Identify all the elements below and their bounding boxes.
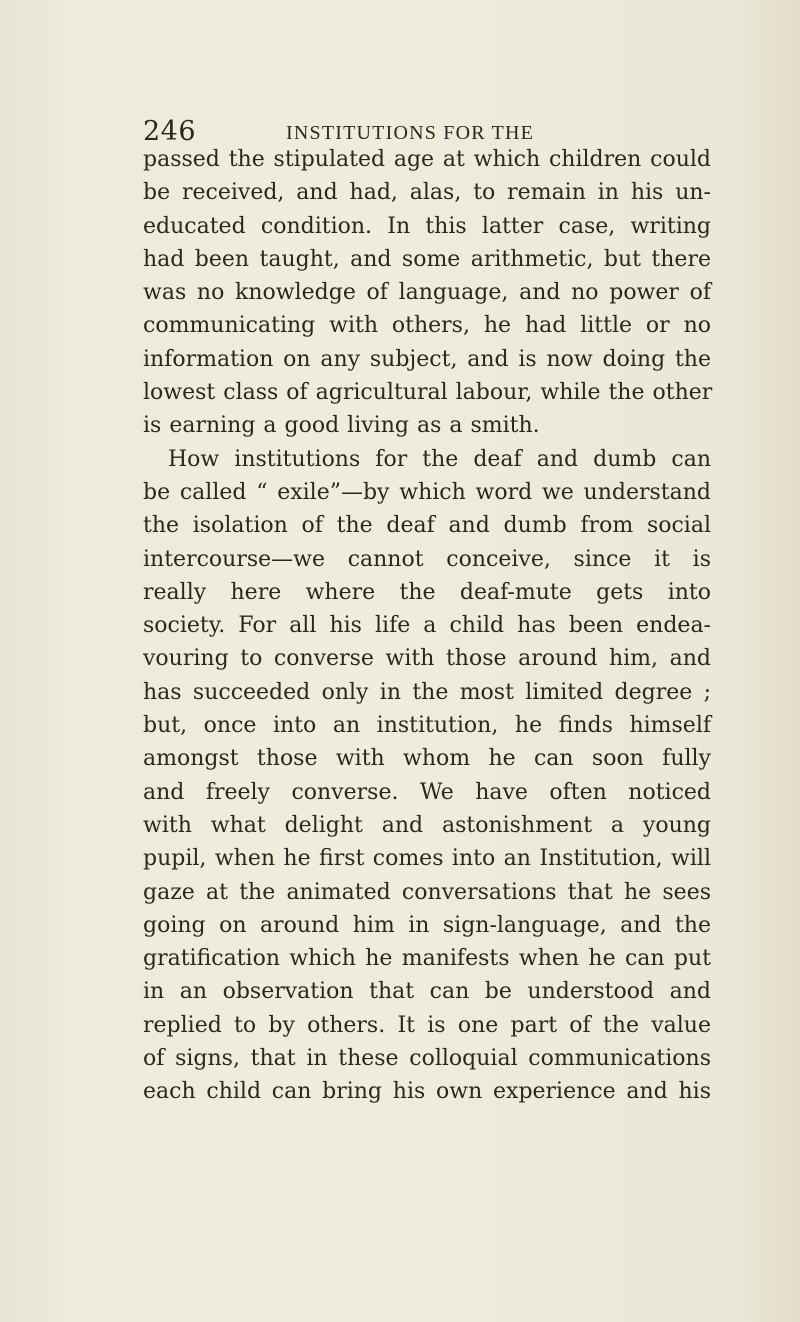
- text-line: with what delight and astonishment a young: [143, 812, 711, 838]
- text-line: gratification which he manifests when he can put: [143, 946, 711, 972]
- text-line: of signs, that in these colloquial communications: [143, 1046, 711, 1072]
- text-line: really here where the deaf-mute gets into: [143, 579, 711, 605]
- text-line: has succeeded only in the most limited degree ;: [143, 679, 711, 705]
- text-line: passed the stipulated age at which children could: [143, 147, 711, 172]
- text-line: information on any subject, and is now doing the: [143, 346, 711, 372]
- text-line: was no knowledge of language, and no power of: [143, 280, 711, 306]
- text-line: pupil, when he first comes into an Institution, will: [143, 846, 711, 872]
- body-text: [143, 143, 711, 1109]
- text-line: and freely converse. We have often noticed: [143, 779, 711, 805]
- text-line: How institutions for the deaf and dumb can: [168, 446, 711, 472]
- text-line: be received, and had, alas, to remain in his un-: [143, 180, 711, 206]
- text-line: lowest class of agricultural labour, while the other: [143, 380, 713, 406]
- text-line: amongst those with whom he can soon fully: [143, 746, 711, 772]
- text-line: in an observation that can be understood and: [143, 979, 711, 1005]
- text-line: society. For all his life a child has been endea-: [143, 613, 711, 639]
- text-line: had been taught, and some arithmetic, but there: [143, 246, 711, 272]
- text-line: but, once into an institution, he finds himself: [143, 713, 711, 739]
- text-line: gaze at the animated conversations that he sees: [143, 879, 711, 905]
- text-line: replied to by others. It is one part of the value: [143, 1012, 711, 1038]
- text-line: vouring to converse with those around him, and: [143, 646, 711, 672]
- text-line: communicating with others, he had little or no: [143, 313, 711, 339]
- text-line: intercourse—we cannot conceive, since it is: [143, 546, 711, 572]
- text-line: educated condition. In this latter case, writing: [143, 213, 711, 239]
- text-line: is earning a good living as a smith.: [143, 413, 540, 439]
- text-line: each child can bring his own experience and his: [143, 1079, 711, 1105]
- text-line: going on around him in sign-language, and the: [143, 912, 711, 938]
- text-line: the isolation of the deaf and dumb from social: [143, 513, 711, 539]
- text-line: be called “ exile”—by which word we understand: [143, 479, 711, 505]
- running-head: INSTITUTIONS FOR THE: [286, 122, 535, 144]
- page-number: 246: [143, 116, 197, 147]
